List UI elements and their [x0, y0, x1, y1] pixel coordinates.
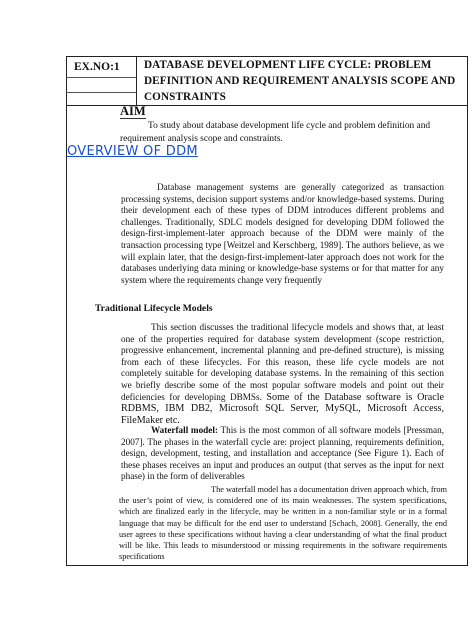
waterfall-label: Waterfall model: [151, 425, 218, 435]
intro-paragraph: Database management systems are generally categorized as transaction processing systems, decision support systems and/or knowledge-based systems. During their development each of these types of DDM introduces different problems and challenges. Traditionally, SDLC models designed for developing DDM followed the design-first-implement-later approach because of the DDM were mainly of the transaction processing type [Weitzel and Kerschberg, 1989]. The authors believe, as we will explain later, that the design-first-implement-later approach does not work for the databases underlying data mining or knowledge-base systems or for that matter for any system where the requirements change very frequently [121, 182, 444, 285]
lifecycle-paragraph [121, 322, 444, 426]
database-software-text: Some of the Database software is Oracle RDBMS, IBM DB2, Microsoft SQL Server, MySQL, Microsoft Access, FileMaker etc. [121, 391, 445, 426]
exercise-title: DATABASE DEVELOPMENT LIFE CYCLE: PROBLEM DEFINITION AND REQUIREMENT ANALYSIS SCOPE AND CONSTRAINTS [144, 59, 456, 103]
waterfall-weakness-paragraph: The waterfall model has a documentation driven approach which, from the user’s point of view, is considered one of its main weaknesses. The system specifications, which are finalized early in the lifecycle, may be written in a non-familiar style or in a formal language that may be difficult for the end user to understand [Schach, 2008]. Generally, the end user agrees to these specifications without having a clear understanding of what the final product will be like. This leads to misunderstood or missing requirements in the software requirements specifications [119, 485, 447, 562]
header-divider [136, 56, 137, 106]
aim-heading: AIM [120, 104, 146, 118]
waterfall-text: This is the most common of all software models [Pressman, 2007]. The phases in the waterfall cycle are: project planning, requirements definition, design, development, testing, and installation and acceptance (See Figure 1). Each of these phases receives an input and produces an output (that serves as the input for next phase) in the form of deliverables [121, 425, 444, 482]
waterfall-paragraph [121, 425, 444, 483]
header-cell-rule [66, 92, 136, 93]
lifecycle-paragraph-text: This section discusses the traditional lifecycle models and shows that, at least one of the properties required for database system development (scope restriction, progressive enhancement, incremental planning and pre-defined structure), is missing from each of these lifecycles. For this reason, these life cycle models are not completely suitable for developing database systems. In the remaining of this section we briefly describe some of the most popular software models and point out their deficiencies for developing DBMSs. [121, 322, 444, 402]
section-heading: Traditional Lifecycle Models [95, 303, 213, 314]
aim-text: To study about database development life cycle and problem definition and requirement analysis scope and constraints. [120, 121, 431, 144]
overview-heading: OVERVIEW OF DDM [67, 144, 198, 159]
header-cell-rule [66, 77, 136, 78]
exercise-number: EX.NO:1 [74, 61, 120, 73]
